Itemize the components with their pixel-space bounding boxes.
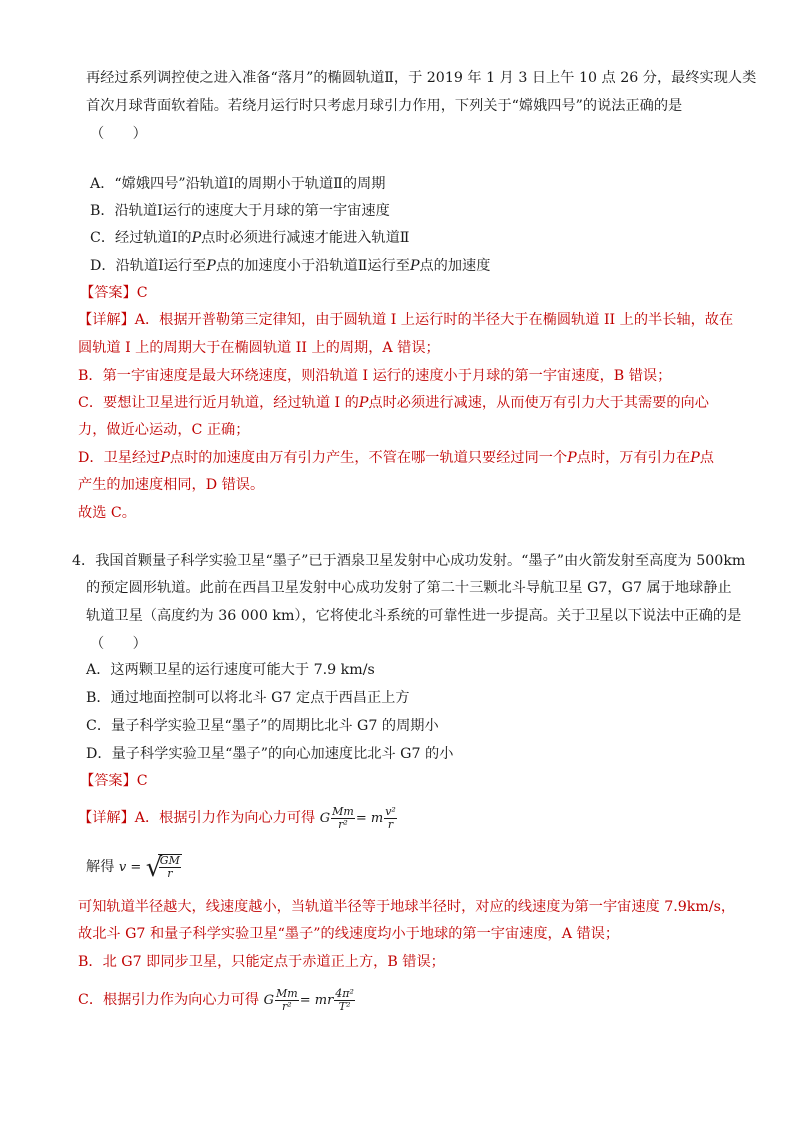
q3-conclusion: 故选 C。	[78, 505, 136, 521]
q4-detail-c-g: G	[263, 993, 275, 1008]
q4-stem-line-4: （ ）	[90, 636, 147, 652]
q3-option-d	[90, 256, 490, 276]
radical-icon: √	[145, 853, 163, 883]
q4-detail-c-label: C．根据引力作为向心力可得	[78, 992, 260, 1008]
q3-stem-line-2: 首次月球背面软着陆。若绕月运行时只考虑月球引力作用，下列关于“嫦娥四号”的说法正确的是	[86, 98, 683, 114]
q4-detail-c-frac-1	[275, 988, 299, 1013]
q3-option-c-text-1: C．经过轨道Ⅰ的	[90, 230, 192, 246]
q3-detail-a-line-1: 【详解】A．根据开普勒第三定律知，由于圆轨道 I 上运行时的半径大于在椭圆轨道 II 上的半长轴，故在	[78, 312, 734, 328]
q4-solve-label: 解得	[86, 859, 115, 875]
q4-detail-a-frac-1	[331, 806, 355, 831]
q3-option-c	[90, 228, 409, 248]
q3-option-d-text-2: 点的加速度小于沿轨道Ⅱ运行至	[215, 258, 410, 274]
q4-solve-lhs: v =	[118, 860, 142, 875]
q3-option-a: A．“嫦娥四号”沿轨道Ⅰ的周期小于轨道Ⅱ的周期	[90, 176, 386, 192]
q4-detail-c-eq: = mr	[299, 993, 334, 1008]
q3-option-c-text-2: 点时必须进行减速才能进入轨道Ⅱ	[201, 230, 410, 246]
q3-option-d-text-3: 点的加速度	[419, 258, 491, 274]
q3-detail-c-text-1: C．要想让卫星进行近月轨道，经过轨道 I 的	[78, 395, 359, 411]
q4-detail-c-frac-2-num: 4π²	[335, 987, 354, 1000]
q4-detail-c-frac-1-den: r²	[282, 1000, 292, 1013]
q3-detail-d-text-1: D．卫星经过	[78, 450, 161, 466]
q3-detail-d-point-1: P	[160, 450, 170, 466]
q4-detail-a-frac-1-num: Mm	[332, 805, 354, 818]
q4-detail-a-frac-2-den: r	[387, 818, 394, 831]
q3-option-d-text-1: D．沿轨道Ⅰ运行至	[90, 258, 207, 274]
q3-option-b: B．沿轨道Ⅰ运行的速度大于月球的第一宇宙速度	[90, 203, 390, 219]
q3-stem-line-3: （ ）	[90, 126, 147, 142]
q4-stem-line-2: 的预定圆形轨道。此前在西昌卫星发射中心成功发射了第二十三颗北斗导航卫星 G7，G7 属于地球静止	[86, 580, 732, 596]
q4-detail-c-frac-2-den: T²	[338, 1000, 351, 1013]
q3-option-d-point-1: P	[206, 258, 216, 274]
q3-detail-d-line-1	[78, 448, 714, 468]
q4-option-c: C．量子科学实验卫星“墨子”的周期比北斗 G7 的周期小	[86, 718, 439, 734]
q3-detail-c-point: P	[358, 395, 369, 411]
q3-detail-d-point-3: P	[690, 450, 700, 466]
q3-detail-c-text-2: 点时必须进行减速，从而使万有引力大于其需要的向心	[368, 395, 709, 411]
q4-solve-frac-num: GM	[159, 854, 180, 867]
q4-detail-a-g: G	[319, 811, 331, 826]
q4-detail-c-frac-2	[334, 988, 355, 1013]
q4-stem-line-1: 4．我国首颗量子科学实验卫星“墨子”已于酒泉卫星发射中心成功发射。“墨子”由火箭发射至高度为 500km	[72, 553, 746, 569]
q3-detail-d-point-2: P	[567, 450, 577, 466]
q4-option-d: D．量子科学实验卫星“墨子”的向心加速度比北斗 G7 的小	[86, 746, 454, 762]
q4-stem-line-3: 轨道卫星（高度约为 36 000 km），它将使北斗系统的可靠性进一步提高。关于卫星以下说法中正确的是	[86, 608, 742, 624]
q3-detail-c-line-2: 力，做近心运动，C 正确；	[78, 422, 250, 438]
q4-detail-a	[78, 806, 398, 831]
q4-detail-c	[78, 988, 356, 1013]
q4-conclusion-line-1: 可知轨道半径越大，线速度越小，当轨道半径等于地球半径时，对应的线速度为第一宇宙速度 7.9km/s，	[78, 899, 736, 915]
q4-solve-sqrt	[145, 853, 182, 883]
q4-detail-b: B．北 G7 即同步卫星，只能定点于赤道正上方，B 错误；	[78, 954, 445, 970]
q4-detail-a-frac-2	[384, 806, 397, 831]
q4-option-b: B．通过地面控制可以将北斗 G7 定点于西昌正上方	[86, 690, 410, 706]
q3-detail-c-line-1	[78, 393, 709, 413]
q3-detail-d-line-2: 产生的加速度相同，D 错误。	[78, 477, 265, 493]
q4-detail-a-frac-2-num: v²	[385, 805, 396, 818]
q4-conclusion-line-2: 故北斗 G7 和量子科学实验卫星“墨子”的线速度均小于地球的第一宇宙速度，A 错误；	[78, 926, 620, 942]
q4-detail-a-formula	[319, 805, 398, 831]
q4-option-a: A．这两颗卫星的运行速度可能大于 7.9 km/s	[86, 662, 375, 678]
q4-detail-a-eq: = m	[355, 811, 384, 826]
q4-solve	[86, 853, 182, 883]
q3-detail-d-text-4: 点	[699, 450, 714, 466]
q3-answer: 【答案】C	[80, 285, 148, 301]
q3-option-d-point-2: P	[409, 258, 420, 274]
q4-detail-c-formula	[263, 987, 356, 1013]
q4-detail-c-frac-1-num: Mm	[276, 987, 298, 1000]
q4-answer: 【答案】C	[80, 773, 148, 789]
q4-detail-a-frac-1-den: r²	[338, 818, 348, 831]
q3-stem-line-1: 再经过系列调控使之进入准备“落月”的椭圆轨道Ⅱ，于 2019 年 1 月 3 日上午 10 点 26 分，最终实现人类	[86, 70, 757, 86]
q3-detail-d-text-3: 点时，万有引力在	[576, 450, 691, 466]
q3-detail-d-text-2: 点时的加速度由万有引力产生，不管在哪一轨道只要经过同一个	[169, 450, 568, 466]
q4-detail-a-label: 【详解】A．根据引力作为向心力可得	[78, 810, 316, 826]
q3-detail-a-line-2: 圆轨道 I 上的周期大于在椭圆轨道 II 上的周期，A 错误；	[78, 340, 440, 356]
q4-solve-frac-den: r	[167, 867, 173, 880]
q3-detail-b: B．第一宇宙速度是最大环绕速度，则沿轨道 I 运行的速度小于月球的第一宇宙速度，B 错误；	[78, 368, 672, 384]
q3-option-c-point: P	[191, 230, 202, 246]
